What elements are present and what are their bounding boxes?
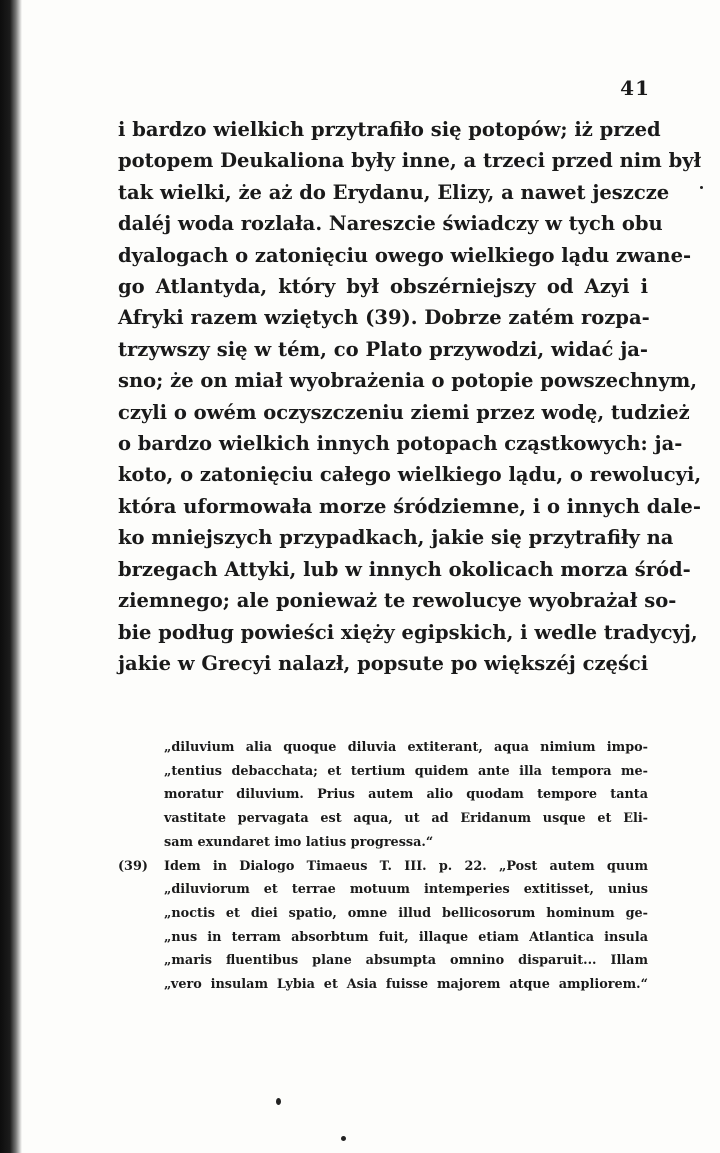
ink-speck — [341, 1136, 346, 1141]
text-line: Afryki razem wziętych (39). Dobrze zatém rozpa- — [118, 306, 650, 330]
text-line: o bardzo wielkich innych potopach cząstkowych: ja- — [118, 432, 683, 456]
footnote-line: moratur diluvium. Prius autem alio quodam tempore tanta — [164, 787, 648, 803]
text-line: potopem Deukaliona były inne, a trzeci przed nim był — [118, 149, 702, 173]
footnote-line: „maris fluentibus plane absumpta omnino disparuit... Illam — [164, 953, 648, 969]
footnote-continued — [118, 736, 648, 855]
text-line: i bardzo wielkich przytrafiło się potopów; iż przed — [118, 118, 661, 141]
footnote-line: Idem in Dialogo Timaeus T. III. p. 22. „Post autem quum — [164, 858, 648, 874]
text-line: trzywszy się w tém, co Plato przywodzi, widać ja- — [118, 337, 648, 361]
text-line: jakie w Grecyi nalazł, popsute po większéj części — [118, 651, 649, 675]
footnote-line: „noctis et diei spatio, omne illud bellicosorum hominum ge- — [164, 905, 648, 921]
text-line: ko mniejszych przypadkach, jakie się przytrafiły na — [118, 526, 674, 550]
text-line: dyalogach o zatonięciu owego wielkiego lądu zwane- — [118, 243, 692, 267]
text-line: tak wielki, że aż do Erydanu, Elizy, a nawet jeszcze — [118, 180, 670, 204]
text-line: sno; że on miał wyobrażenia o potopie powszechnym, — [118, 369, 698, 393]
ink-speck — [700, 186, 703, 189]
footnote-line: sam exundaret imo latius progressa.“ — [164, 834, 434, 850]
text-line: koto, o zatonięciu całego wielkiego lądu, o rewolucyi, — [118, 463, 702, 487]
page-number: 41 — [620, 76, 650, 100]
footnote-line: „vero insulam Lybia et Asia fuisse majorem atque ampliorem.“ — [164, 977, 648, 993]
footnote-marker: (39) — [118, 858, 148, 874]
footnote-line: „diluviorum et terrae motuum intemperies extitisset, unius — [164, 882, 648, 898]
footnotes — [118, 736, 648, 997]
page-binding-shadow — [0, 0, 22, 1153]
text-line: go Atlantyda, który był obszérniejszy od Azyi i — [118, 275, 648, 299]
text-line: która uformowała morze śródziemne, i o innych dale- — [118, 494, 701, 518]
text-line: ziemnego; ale ponieważ te rewolucye wyobrażał so- — [118, 589, 677, 613]
footnote-line: vastitate pervagata est aqua, ut ad Eridanum usque et Eli- — [164, 811, 648, 827]
footnote-line: „nus in terram absorbtum fuit, illaque etiam Atlantica insula — [164, 929, 648, 945]
footnote-line: „tentius debacchata; et tertium quidem ante illa tempora me- — [164, 763, 648, 779]
text-line: bie podług powieści xięży egipskich, i wedle tradycyj, — [118, 620, 698, 644]
footnote-39 — [118, 855, 648, 997]
ink-speck — [276, 1098, 281, 1105]
text-line: daléj woda rozlała. Nareszcie świadczy w tych obu — [118, 212, 663, 236]
main-text — [118, 114, 702, 679]
text-line: czyli o owém oczyszczeniu ziemi przez wodę, tudzież — [118, 400, 690, 424]
footnote-line: „diluvium alia quoque diluvia extiterant, aqua nimium impo- — [164, 740, 648, 755]
text-line: brzegach Attyki, lub w innych okolicach morza śród- — [118, 557, 691, 581]
